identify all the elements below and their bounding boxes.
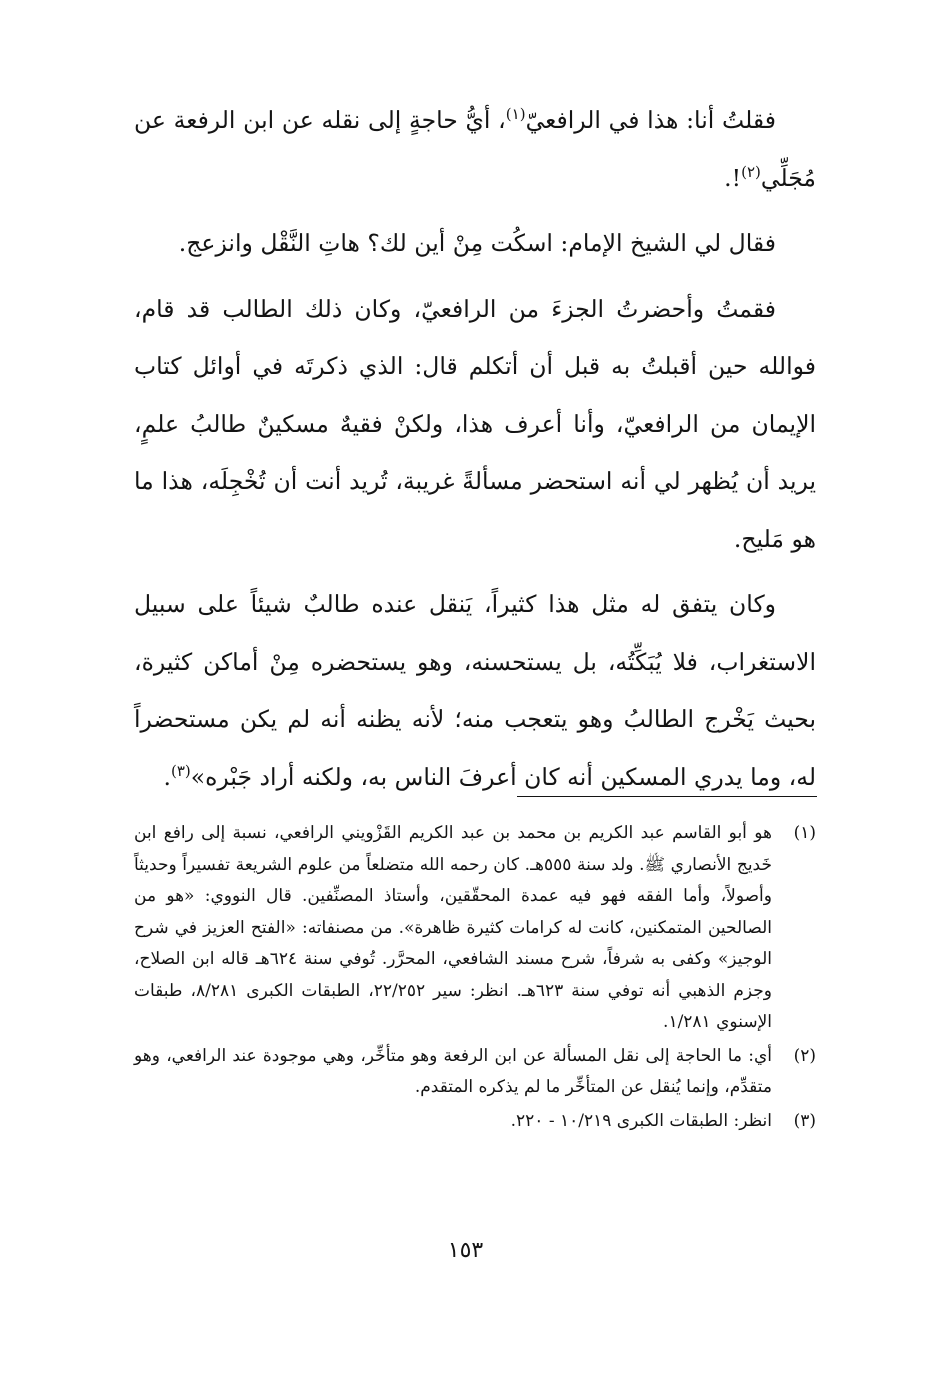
footnote-separator — [517, 796, 817, 797]
paragraph-1-tail: ، أيُّ حاجةٍ إلى نقله عن ابن الرفعة عن مُجَلِّي — [134, 106, 816, 192]
footnote — [134, 818, 816, 1039]
paragraph-4-text: وكان يتفق له مثل هذا كثيراً، يَنقل عنده طالبٌ شيئاً على سبيل الاستغراب، فلا يُبَكِّتُه، بل يستحسنه، وهو يستحضره مِنْ أماكن كثيرة، بحيث يَخْرج الطالبُ وهو يتعجب منه؛ لأنه يظنه أنه لم يكن مستحضراً له، وما يدري المسكين أنه كان أعرفَ الناس به، ولكنه أراد جَبْره» — [134, 590, 816, 791]
footnote-text: هو أبو القاسم عبد الكريم بن محمد بن عبد الكريم القَزْويني الرافعي، نسبة إلى رافع ابن خَديج الأنصاري ﷺ. ولد سنة ٥٥٥هـ. كان رحمه الله متضلعاً من علوم الشريعة تفسيراً وحديثاً وأصولاً، وأما الفقه فهو فيه عمدة المحقّقين، وأستاذ المصنِّفين. قال النووي: «هو من الصالحين المتمكنين، كانت له كرامات كثيرة ظاهرة». من مصنفاته: «الفتح العزيز في شرح الوجيز» وكفى به شرفاً، شرح مسند الشافعي، المحرَّر. تُوفي سنة ٦٢٤هـ قاله ابن الصلاح، وجزم الذهبي أنه توفي سنة ٦٢٣هـ. انظر: سير ٢٢/٢٥٢، الطبقات الكبرى ٨/٢٨١، طبقات الإسنوي ١/٢٨١. — [134, 823, 772, 1032]
footnote-ref-2[interactable]: (٢) — [741, 162, 761, 181]
footnote-ref-3[interactable]: (٣) — [170, 761, 191, 780]
paragraph-4-end: . — [163, 762, 171, 791]
paragraph-1-text: فقلتُ أنا: هذا في الرافعيّ — [525, 106, 776, 134]
paragraph-1-end: !. — [724, 163, 742, 192]
page-number: ١٥٣ — [447, 1238, 484, 1263]
footnote-number: (١) — [793, 823, 816, 843]
footnotes — [134, 818, 816, 1137]
paragraph-4 — [134, 576, 816, 806]
paragraph-2: فقال لي الشيخ الإمام: اسكُت مِنْ أين لك؟ هاتِ النَّقْل وانزعج. — [178, 229, 776, 257]
footnote-text: أي: ما الحاجة إلى نقل المسألة عن ابن الرفعة وهو متأخِّر، وهي موجودة عند الرافعي، وهو متقدِّم، وإنما يُنقل عن المتأخِّر ما لم يذكره المتقدم. — [134, 1045, 772, 1097]
footnote-text: انظر: الطبقات الكبرى ١٠/٢١٩ - ٢٢٠. — [510, 1110, 772, 1131]
main-text — [134, 92, 816, 806]
footnote-number: (٣) — [793, 1110, 816, 1131]
paragraph-1 — [134, 92, 816, 207]
footnote-ref-1[interactable]: (١) — [505, 105, 526, 124]
footnote — [134, 1106, 816, 1138]
footnote-number: (٢) — [793, 1045, 816, 1066]
paragraph-3: فقمتُ وأحضرتُ الجزءَ من الرافعيّ، وكان ذلك الطالب قد قام، فوالله حين أقبلتُ به قبل أن أتكلم قال: الذي ذكرتَه في أوائل كتاب الإيمان من الرافعيّ، وأنا أعرف هذا، ولكنْ فقيهٌ مسكينٌ طالبُ علمٍ، يريد أن يُظهر لي أنه استحضر مسألةً غريبة، تُريد أنت أن تُخْجِلَه، هذا ما هو مَليح. — [134, 294, 816, 553]
footnote — [134, 1041, 816, 1104]
